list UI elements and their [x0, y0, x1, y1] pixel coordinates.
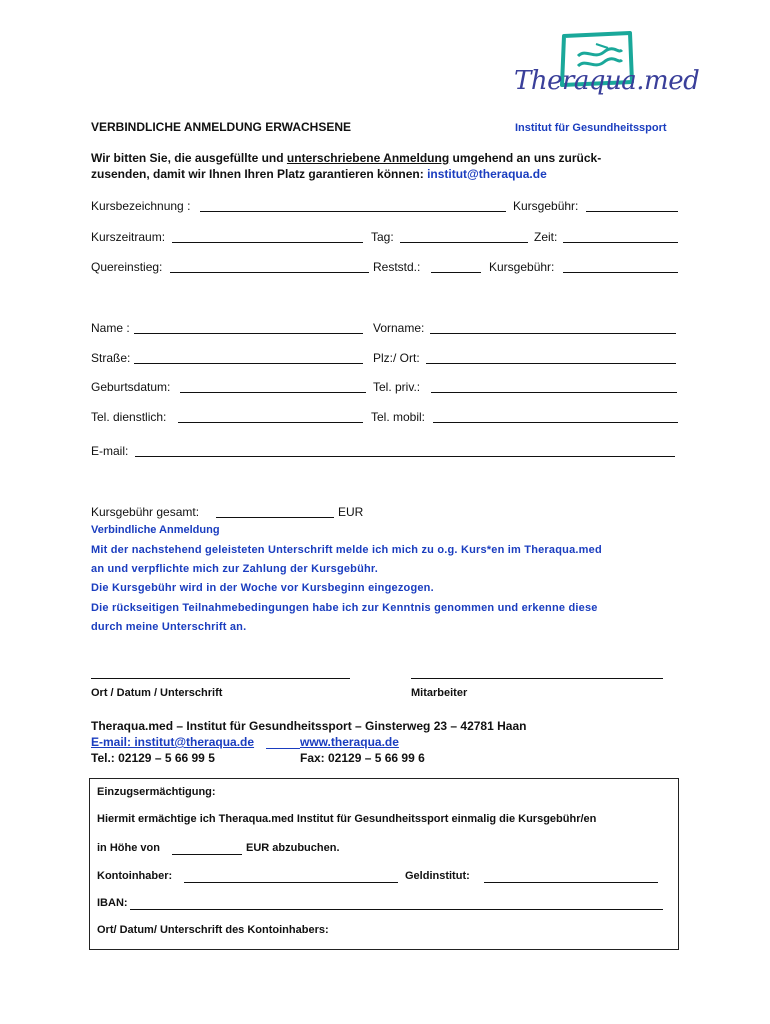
tag-field[interactable] — [400, 242, 528, 243]
geldinstitut-label: Geldinstitut: — [405, 870, 470, 882]
binding-heading: Verbindliche Anmeldung — [91, 524, 220, 536]
footer-link-separator — [266, 748, 300, 749]
mandate-title: Einzugsermächtigung: — [97, 786, 216, 798]
vorname-field[interactable] — [430, 333, 676, 334]
tel-dienstlich-field[interactable] — [178, 422, 363, 423]
name-label: Name : — [91, 321, 130, 335]
kursgebuehr-label: Kursgebühr: — [513, 199, 579, 213]
tel-priv-field[interactable] — [431, 392, 677, 393]
footer-fax: Fax: 02129 – 5 66 99 6 — [300, 751, 425, 765]
mandate-amount-label: in Höhe von — [97, 842, 160, 854]
binding-para-5: durch meine Unterschrift an. — [91, 621, 247, 633]
strasse-label: Straße: — [91, 351, 131, 365]
intro-text-end: umgehend an uns zurück- — [449, 151, 602, 165]
kursgebuehr-gesamt-field[interactable] — [216, 517, 334, 518]
intro-line-1 — [91, 151, 601, 165]
mandate-signature-label: Ort/ Datum/ Unterschrift des Kontoinhabers: — [97, 924, 329, 936]
quereinstieg-label: Quereinstieg: — [91, 260, 163, 274]
plz-ort-field[interactable] — [426, 363, 676, 364]
strasse-field[interactable] — [134, 363, 363, 364]
binding-para-4: Die rückseitigen Teilnahmebedingungen habe ich zur Kenntnis genommen und erkenne diese — [91, 602, 598, 614]
geburtsdatum-field[interactable] — [180, 392, 366, 393]
iban-field[interactable] — [130, 909, 663, 910]
tag-label: Tag: — [371, 230, 394, 244]
signature-line-right[interactable] — [411, 678, 663, 679]
mandate-amount-field[interactable] — [172, 854, 242, 855]
plz-ort-label: Plz:/ Ort: — [373, 351, 420, 365]
intro-email-link[interactable]: institut@theraqua.de — [427, 167, 547, 181]
intro-text: Wir bitten Sie, die ausgefüllte und — [91, 151, 287, 165]
zeit-label: Zeit: — [534, 230, 558, 244]
kurszeitraum-label: Kurszeitraum: — [91, 230, 166, 244]
mandate-text: Hiermit ermächtige ich Theraqua.med Institut für Gesundheitssport einmalig die Kursgebühr/en — [97, 813, 597, 825]
binding-para-3: Die Kursgebühr wird in der Woche vor Kursbeginn eingezogen. — [91, 582, 434, 594]
kontoinhaber-field[interactable] — [184, 882, 398, 883]
vorname-label: Vorname: — [373, 321, 425, 335]
currency-label: EUR — [338, 505, 364, 519]
reststd-label: Reststd.: — [373, 260, 421, 274]
intro-line-2 — [91, 167, 547, 181]
intro-text-2: zusenden, damit wir Ihnen Ihren Platz garantieren können: — [91, 167, 428, 181]
kurszeitraum-field[interactable] — [172, 242, 363, 243]
kursbezeichnung-label: Kursbezeichnung : — [91, 199, 191, 213]
institute-label: Institut für Gesundheitssport — [515, 122, 667, 134]
iban-label: IBAN: — [97, 897, 128, 909]
tel-priv-label: Tel. priv.: — [373, 380, 421, 394]
kursgebuehr-field[interactable] — [586, 211, 678, 212]
reststd-field[interactable] — [431, 272, 481, 273]
logo-text: Theraqua.med — [514, 66, 700, 96]
email-field[interactable] — [135, 456, 675, 457]
zeit-field[interactable] — [563, 242, 678, 243]
page-title: VERBINDLICHE ANMELDUNG ERWACHSENE — [91, 120, 352, 134]
binding-para-1: Mit der nachstehend geleisteten Unterschrift melde ich mich zu o.g. Kurs*en im Theraqua.med — [91, 544, 602, 556]
email-label: E-mail: — [91, 444, 129, 458]
footer-address: Theraqua.med – Institut für Gesundheitssport – Ginsterweg 23 – 42781 Haan — [91, 719, 527, 733]
binding-para-2: an und verpflichte mich zur Zahlung der Kursgebühr. — [91, 563, 379, 575]
intro-underlined: unterschriebene Anmeldung — [286, 151, 450, 165]
signature-right-label: Mitarbeiter — [411, 687, 468, 699]
mandate-amount-suffix: EUR abzubuchen. — [246, 842, 340, 854]
kursgebuehr2-field[interactable] — [563, 272, 678, 273]
tel-mobil-label: Tel. mobil: — [371, 410, 426, 424]
signature-line-left[interactable] — [91, 678, 350, 679]
kursgebuehr-gesamt-label: Kursgebühr gesamt: — [91, 505, 200, 519]
kursbezeichnung-field[interactable] — [200, 211, 506, 212]
signature-left-label: Ort / Datum / Unterschrift — [91, 687, 223, 699]
name-field[interactable] — [134, 333, 363, 334]
tel-mobil-field[interactable] — [433, 422, 678, 423]
geldinstitut-field[interactable] — [484, 882, 658, 883]
quereinstieg-field[interactable] — [170, 272, 369, 273]
geburtsdatum-label: Geburtsdatum: — [91, 380, 171, 394]
footer-email-link[interactable]: E-mail: institut@theraqua.de — [91, 735, 255, 749]
footer-web-link[interactable]: www.theraqua.de — [300, 735, 399, 749]
tel-dienstlich-label: Tel. dienstlich: — [91, 410, 167, 424]
kontoinhaber-label: Kontoinhaber: — [97, 870, 173, 882]
footer-tel: Tel.: 02129 – 5 66 99 5 — [91, 751, 215, 765]
kursgebuehr2-label: Kursgebühr: — [489, 260, 555, 274]
